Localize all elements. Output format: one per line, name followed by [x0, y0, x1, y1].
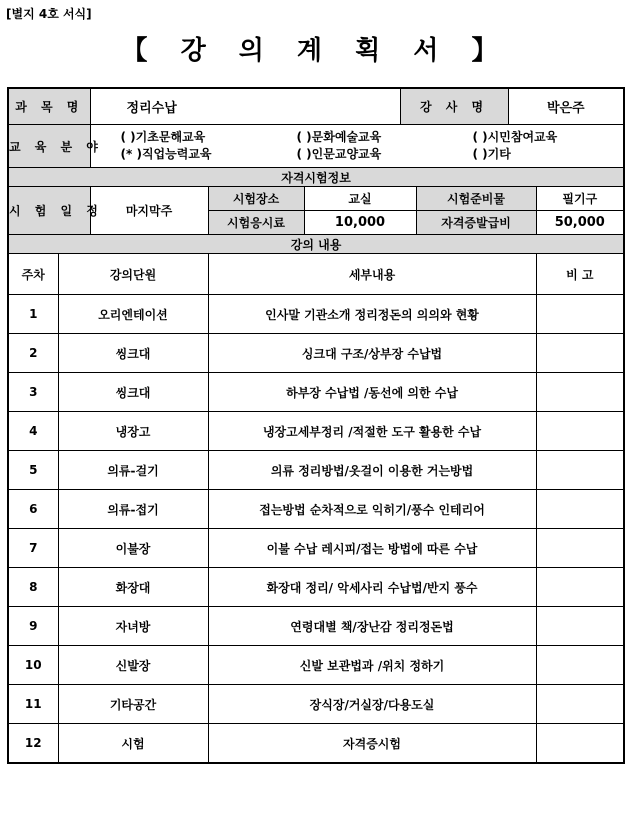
exam-place-value: 교실 [304, 187, 416, 211]
table-row [8, 373, 624, 412]
course-row [8, 88, 624, 125]
exam-fee-label: 시험응시료 [208, 211, 304, 235]
exam-date-label: 시 험 일 정 [8, 187, 90, 235]
week-number: 2 [8, 334, 58, 373]
table-row [8, 607, 624, 646]
lecture-note [536, 607, 624, 646]
lecture-note [536, 451, 624, 490]
week-number: 11 [8, 685, 58, 724]
form-number-label: [별지 4호 서식] [6, 7, 92, 21]
col-week-header: 주차 [8, 254, 58, 295]
lecture-unit: 오리엔테이션 [58, 295, 208, 334]
lecture-note [536, 685, 624, 724]
lecture-detail: 연령대별 책/장난감 정리정돈법 [208, 607, 536, 646]
lecture-unit: 씽크대 [58, 334, 208, 373]
week-number: 3 [8, 373, 58, 412]
lecture-unit: 의류-접기 [58, 490, 208, 529]
option-humanities: ( )인문교양교육 [296, 147, 382, 161]
document-title: 【 강 의 계 획 서 】 [121, 36, 510, 66]
lecture-detail: 싱크대 구조/상부장 수납법 [208, 334, 536, 373]
table-row [8, 490, 624, 529]
lecture-detail: 자격증시험 [208, 724, 536, 764]
table-row [8, 451, 624, 490]
lecture-note [536, 724, 624, 764]
week-number: 9 [8, 607, 58, 646]
exam-prep-value: 필기구 [536, 187, 624, 211]
lecture-detail: 이불 수납 레시피/접는 방법에 따른 수납 [208, 529, 536, 568]
exam-section-row [8, 168, 624, 187]
option-culture-arts: ( )문화예술교육 [296, 130, 382, 144]
lecture-detail: 냉장고세부정리 /적절한 도구 활용한 수납 [208, 412, 536, 451]
exam-row-1 [8, 187, 624, 211]
table-row [8, 685, 624, 724]
col-unit-header: 강의단원 [58, 254, 208, 295]
option-vocational: (* )직업능력교육 [120, 147, 212, 161]
lecture-detail: 접는방법 순차적으로 익히기/풍수 인테리어 [208, 490, 536, 529]
exam-section-title: 자격시험정보 [8, 168, 624, 187]
lecture-unit: 의류-걸기 [58, 451, 208, 490]
cert-fee-label: 자격증발급비 [416, 211, 536, 235]
lecture-plan-table [7, 87, 625, 764]
exam-date-value: 마지막주 [90, 187, 208, 235]
lecture-section-row [8, 235, 624, 254]
education-field-label: 교 육 분 야 [8, 125, 90, 168]
table-row [8, 646, 624, 685]
week-number: 5 [8, 451, 58, 490]
week-number: 4 [8, 412, 58, 451]
lecture-section-title: 강의 내용 [8, 235, 624, 254]
lecture-note [536, 295, 624, 334]
education-field-options [90, 125, 624, 168]
col-detail-header: 세부내용 [208, 254, 536, 295]
lecture-note [536, 646, 624, 685]
table-row [8, 568, 624, 607]
table-row [8, 334, 624, 373]
lecture-unit: 자녀방 [58, 607, 208, 646]
option-basic-literacy: ( )기초문해교육 [120, 130, 206, 144]
lecture-note [536, 529, 624, 568]
lecture-note [536, 334, 624, 373]
week-number: 12 [8, 724, 58, 764]
lecture-unit: 냉장고 [58, 412, 208, 451]
option-other: ( )기타 [472, 147, 511, 161]
lecture-detail: 장식장/거실장/다용도실 [208, 685, 536, 724]
week-number: 7 [8, 529, 58, 568]
exam-prep-label: 시험준비물 [416, 187, 536, 211]
lecture-unit: 이불장 [58, 529, 208, 568]
lecture-detail: 의류 정리방법/옷걸이 이용한 거는방법 [208, 451, 536, 490]
week-number: 8 [8, 568, 58, 607]
col-note-header: 비 고 [536, 254, 624, 295]
lecture-detail: 화장대 정리/ 악세사리 수납법/반지 풍수 [208, 568, 536, 607]
lecture-unit: 신발장 [58, 646, 208, 685]
cert-fee-value: 50,000 [536, 211, 624, 235]
lecture-note [536, 568, 624, 607]
week-number: 6 [8, 490, 58, 529]
education-field-row [8, 125, 624, 168]
lecture-unit: 화장대 [58, 568, 208, 607]
lecture-note [536, 490, 624, 529]
instructor-label: 강 사 명 [400, 88, 508, 125]
table-row [8, 412, 624, 451]
exam-place-label: 시험장소 [208, 187, 304, 211]
table-row [8, 724, 624, 764]
lecture-unit: 시험 [58, 724, 208, 764]
lecture-detail: 하부장 수납법 /동선에 의한 수납 [208, 373, 536, 412]
exam-fee-value: 10,000 [304, 211, 416, 235]
instructor-value: 박은주 [508, 88, 624, 125]
lecture-header-row [8, 254, 624, 295]
lecture-note [536, 373, 624, 412]
lecture-rows [8, 295, 624, 764]
lecture-detail: 신발 보관법과 /위치 정하기 [208, 646, 536, 685]
lecture-unit: 기타공간 [58, 685, 208, 724]
course-label: 과 목 명 [8, 88, 90, 125]
course-value: 정리수납 [90, 88, 400, 125]
week-number: 10 [8, 646, 58, 685]
week-number: 1 [8, 295, 58, 334]
lecture-detail: 인사말 기관소개 정리정돈의 의의와 현황 [208, 295, 536, 334]
option-civic-participation: ( )시민참여교육 [472, 130, 558, 144]
lecture-unit: 씽크대 [58, 373, 208, 412]
lecture-note [536, 412, 624, 451]
table-row [8, 529, 624, 568]
table-row [8, 295, 624, 334]
